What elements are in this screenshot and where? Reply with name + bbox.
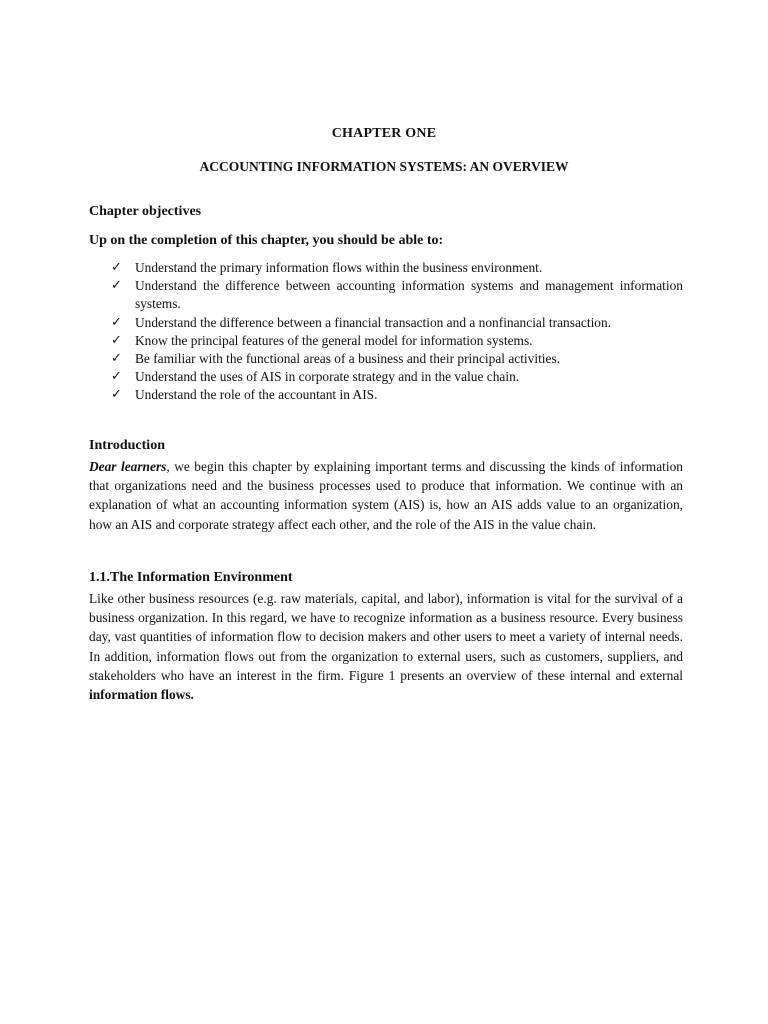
objective-text: Understand the primary information flows within the business environment.: [135, 260, 543, 275]
objective-text: Understand the uses of AIS in corporate strategy and in the value chain.: [135, 369, 520, 385]
objective-text: Understand the difference between accounting information systems and management information systems.: [135, 278, 683, 312]
introduction-body: , we begin this chapter by explaining important terms and discussing the kinds of information that organizations need and the business processes used to produce that information. We continue with an explanation of what an accounting information system (AIS) is, how an AIS adds value to an organization, how an AIS and corporate strategy affect each other, and the role of the AIS in the value chain.: [89, 459, 683, 532]
list-item: [111, 277, 683, 313]
list-item: [111, 350, 683, 368]
chapter-title: CHAPTER ONE: [331, 126, 437, 141]
check-icon: ✓: [111, 387, 122, 403]
information-environment-heading: 1.1.The Information Environment: [89, 570, 293, 585]
objective-text: Understand the role of the accountant in AIS.: [135, 387, 378, 403]
list-item: [111, 386, 683, 404]
objectives-heading: Chapter objectives: [89, 204, 202, 219]
information-environment-paragraph: [89, 589, 683, 704]
check-icon: ✓: [111, 332, 122, 348]
chapter-subtitle: ACCOUNTING INFORMATION SYSTEMS: AN OVERVIEW: [199, 159, 569, 174]
check-icon: ✓: [111, 260, 122, 275]
check-icon: ✓: [111, 369, 122, 385]
objectives-list: [111, 259, 683, 405]
objective-text: Know the principal features of the general model for information systems.: [135, 332, 533, 348]
check-icon: ✓: [111, 278, 122, 294]
objectives-intro: Up on the completion of this chapter, you should be able to:: [89, 233, 444, 248]
list-item: [111, 332, 683, 350]
introduction-lead: Dear learners: [89, 459, 167, 474]
check-icon: ✓: [111, 314, 122, 330]
list-item: [111, 368, 683, 386]
introduction-paragraph: [89, 457, 683, 534]
information-environment-emphasis: information flows.: [89, 687, 194, 703]
list-item: [111, 259, 683, 277]
check-icon: ✓: [111, 351, 122, 367]
list-item: [111, 314, 683, 332]
introduction-heading: Introduction: [89, 438, 165, 453]
information-environment-body: Like other business resources (e.g. raw materials, capital, and labor), information is vital for the survival of a business organization. In this regard, we have to recognize information as a business resource. Every business day, vast quantities of information flow to decision makers and other users to meet a variety of internal needs. In addition, information flows out from the organization to external users, such as customers, suppliers, and stakeholders who have an interest in the firm. Figure 1 presents an overview of these internal and external: [89, 591, 683, 683]
objective-text: Be familiar with the functional areas of a business and their principal activities.: [135, 351, 561, 367]
objective-text: Understand the difference between a financial transaction and a nonfinancial transaction.: [135, 314, 612, 330]
